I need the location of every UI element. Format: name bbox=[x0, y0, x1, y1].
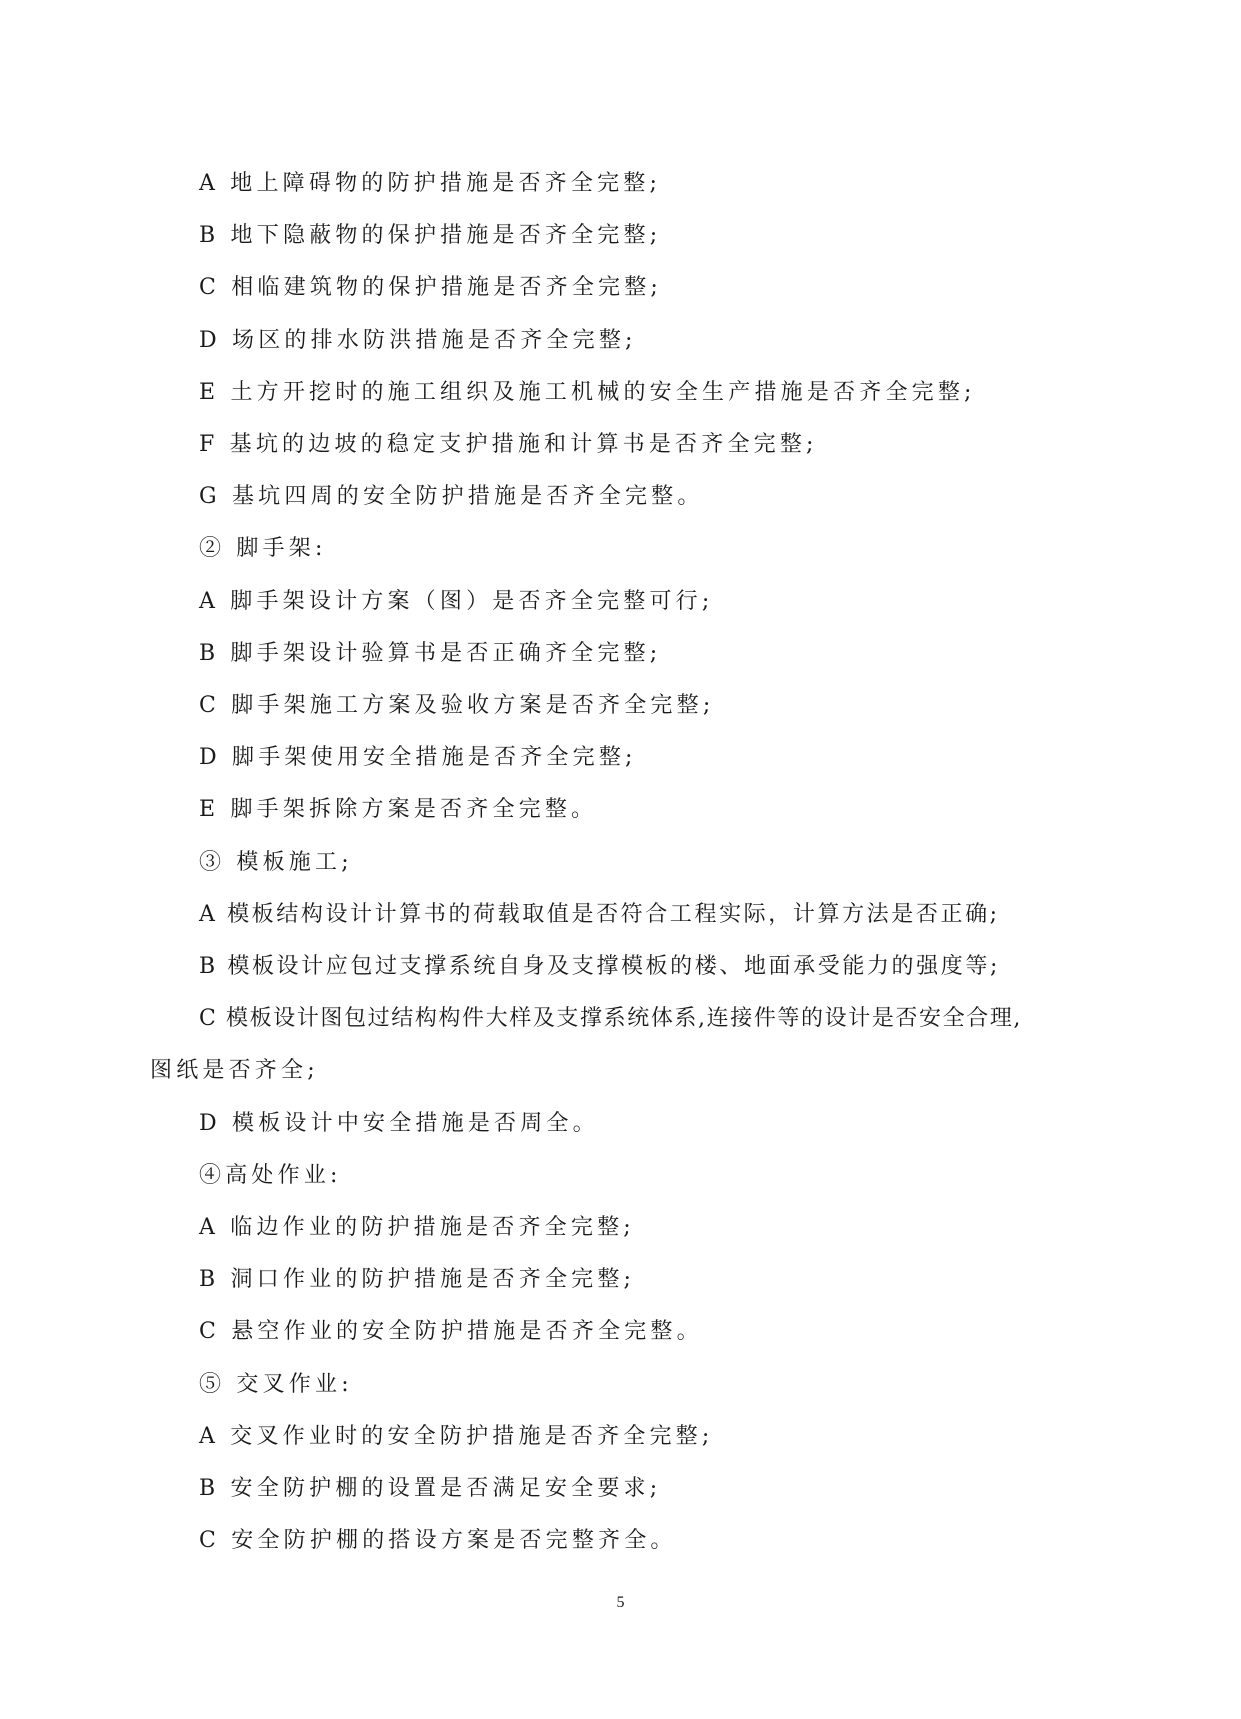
section-heading: ② 脚手架: bbox=[199, 536, 327, 562]
list-item: D 场区的排水防洪措施是否齐全完整; bbox=[199, 327, 637, 353]
list-item: E 脚手架拆除方案是否齐全完整。 bbox=[199, 797, 598, 823]
list-item: A 临边作业的防护措施是否齐全完整; bbox=[199, 1215, 635, 1241]
section-heading: ⑤ 交叉作业: bbox=[199, 1371, 353, 1397]
list-item-continuation: 图纸是否齐全; bbox=[150, 1058, 319, 1084]
list-item: A 脚手架设计方案（图）是否齐全完整可行; bbox=[199, 588, 714, 614]
list-item: G 基坑四周的安全防护措施是否齐全完整。 bbox=[199, 484, 704, 510]
list-item: B 脚手架设计验算书是否正确齐全完整; bbox=[199, 640, 662, 666]
list-item: B 安全防护棚的设置是否满足安全要求; bbox=[199, 1476, 662, 1502]
list-item: E 土方开挖时的施工组织及施工机械的安全生产措施是否齐全完整; bbox=[199, 379, 976, 405]
section-heading: ④高处作业: bbox=[199, 1162, 342, 1188]
list-item: C 脚手架施工方案及验收方案是否齐全完整; bbox=[199, 693, 715, 719]
list-item: B 模板设计应包过支撑系统自身及支撑模板的楼、地面承受能力的强度等; bbox=[199, 954, 1000, 980]
list-item: F 基坑的边坡的稳定支护措施和计算书是否齐全完整; bbox=[199, 432, 818, 458]
list-item: A 交叉作业时的安全防护措施是否齐全完整; bbox=[199, 1423, 714, 1449]
list-item: B 地下隐蔽物的保护措施是否齐全完整; bbox=[199, 223, 662, 249]
list-item: C 模板设计图包过结构构件大样及支撑系统体系,连接件等的设计是否安全合理, bbox=[199, 1006, 1023, 1032]
list-item: B 洞口作业的防护措施是否齐全完整; bbox=[199, 1267, 636, 1293]
list-item: D 脚手架使用安全措施是否齐全完整; bbox=[199, 745, 637, 771]
list-item: C 安全防护棚的搭设方案是否完整齐全。 bbox=[199, 1528, 677, 1554]
list-item: A 模板结构设计计算书的荷载取值是否符合工程实际，计算方法是否正确; bbox=[199, 901, 1000, 927]
section-heading: ③ 模板施工; bbox=[199, 849, 353, 875]
page-number: 5 bbox=[616, 1594, 625, 1611]
list-item: D 模板设计中安全措施是否周全。 bbox=[199, 1110, 599, 1136]
list-item: C 悬空作业的安全防护措施是否齐全完整。 bbox=[199, 1319, 703, 1345]
list-item: A 地上障碍物的防护措施是否齐全完整; bbox=[199, 171, 662, 196]
document-body bbox=[150, 158, 1090, 1567]
list-item: C 相临建筑物的保护措施是否齐全完整; bbox=[199, 275, 663, 301]
